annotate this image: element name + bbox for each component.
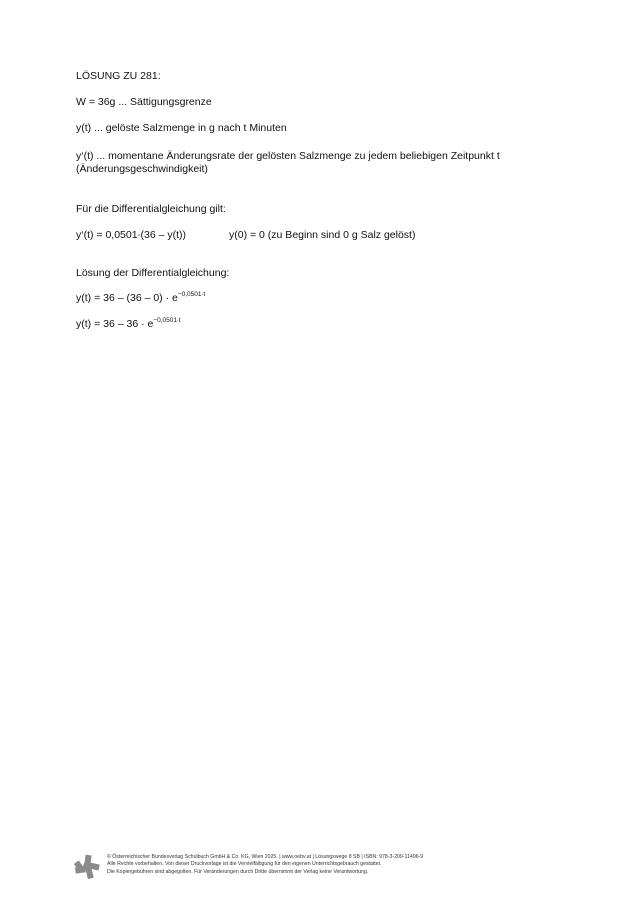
differential-equation-intro: Für die Differentialgleichung gilt: <box>76 203 226 215</box>
solution-intro: Lösung der Differentialgleichung: <box>76 267 230 279</box>
solution-equation-1 <box>76 292 205 305</box>
differential-equation: y‘(t) = 0,0501∙(36 – y(t)) <box>76 229 186 241</box>
saturation-limit-line: W = 36g ... Sättigungsgrenze <box>76 96 212 108</box>
solution-equation-2 <box>76 318 181 331</box>
page-footer <box>74 853 574 883</box>
initial-condition: y(0) = 0 (zu Beginn sind 0 g Salz gelöst) <box>229 229 416 241</box>
solution-equation-1-exponent: −0,0501∙t <box>177 290 206 298</box>
solution-equation-2-exponent: −0,0501∙t <box>153 316 181 324</box>
rate-of-change-note: (Änderungsgeschwindigkeit) <box>76 163 208 175</box>
rate-of-change-definition: y‘(t) ... momentane Änderungsrate der gelösten Salzmenge zu jedem beliebigen Zeitpunkt t <box>76 150 500 162</box>
dissolved-salt-definition: y(t) ... gelöste Salzmenge in g nach t Minuten <box>76 122 287 134</box>
solution-equation-1-base: y(t) = 36 – (36 – 0) · e <box>76 292 178 304</box>
footer-line-3: Die Kopiergebühren sind abgegolten. Für Veränderungen durch Dritte übernimmt der Verlag keine Verantwortung. <box>107 868 369 875</box>
footer-copyright <box>107 854 423 876</box>
solution-equation-2-base: y(t) = 36 – 36 · e <box>76 318 154 330</box>
solution-heading: LÖSUNG ZU 281: <box>76 70 161 82</box>
publisher-star-logo-icon <box>74 854 100 880</box>
footer-line-1: © Österreichischer Bundesverlag Schulbuch GmbH & Co. KG, Wien 2025. | www.oebv.at | Lösungswege 8 SB | ISBN: 978-3-209-11496-9 <box>107 854 424 860</box>
footer-line-2: Alle Rechte vorbehalten. Von dieser Druckvorlage ist die Vervielfältigung für den eigenen Unterrichtsgebrauch gestattet. <box>107 861 382 868</box>
